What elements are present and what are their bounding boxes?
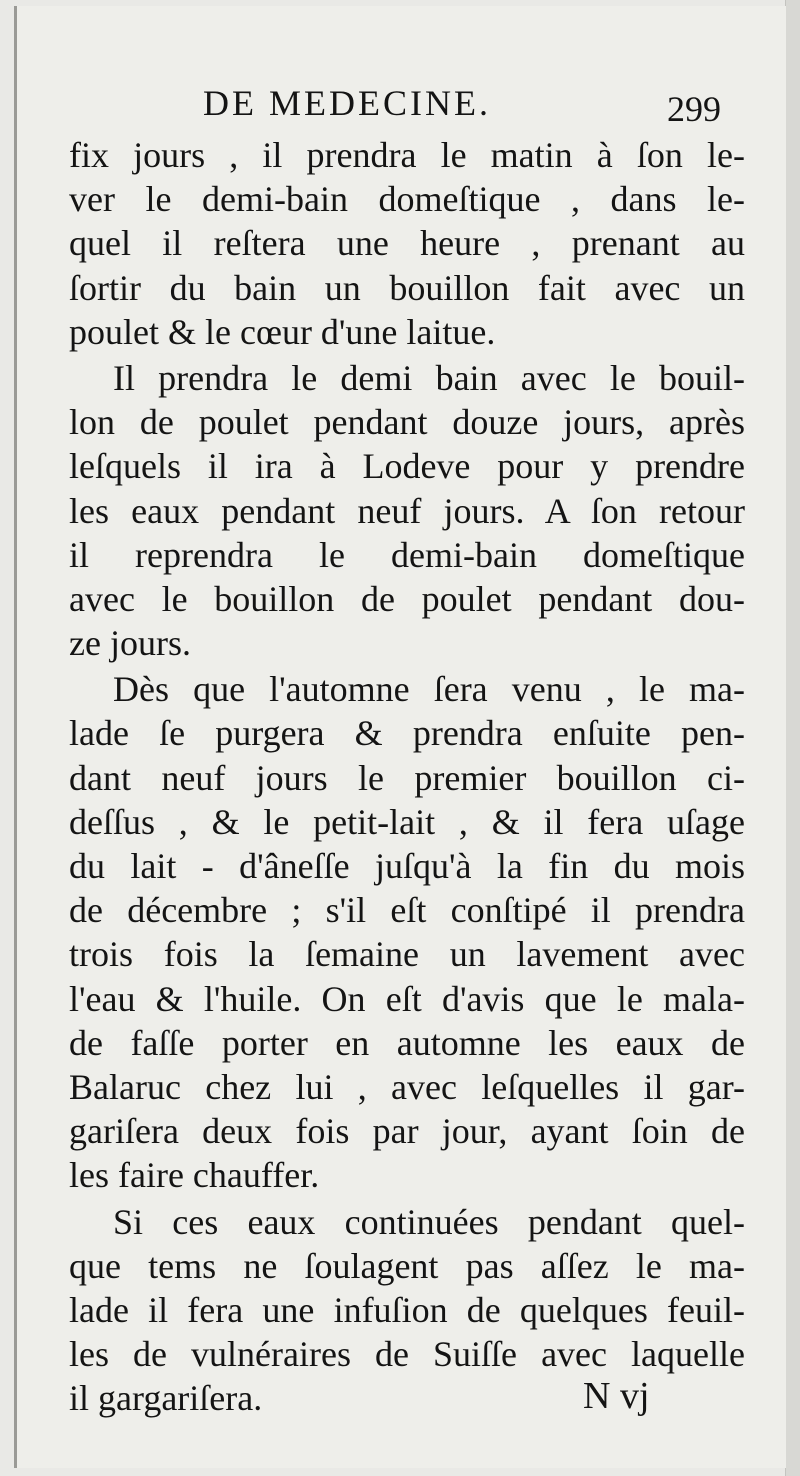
text-line: Si ces eaux continuées pendant quel- <box>113 1201 745 1242</box>
text-line: deſſus , & le petit-lait , & il fera uſage <box>69 801 745 842</box>
body-text <box>69 133 745 1420</box>
text-line: ver le demi-bain domeſtique , dans le- <box>69 179 745 220</box>
paragraph <box>69 667 745 1197</box>
text-line: les faire chauffer. <box>69 1155 320 1196</box>
text-line: gariſera deux fois par jour, ayant ſoin de <box>69 1111 745 1152</box>
book-page <box>14 6 786 1468</box>
text-line: de faſſe porter en automne les eaux de <box>69 1022 745 1063</box>
text-line: Dès que l'automne ſera venu , le ma- <box>113 669 745 710</box>
running-head <box>17 78 786 138</box>
page-edge <box>785 0 800 1476</box>
text-line: les eaux pendant neuf jours. A ſon retour <box>69 490 745 531</box>
text-line: Il prendra le demi bain avec le bouil- <box>113 357 745 398</box>
text-line: trois fois la ſemaine un lavement avec <box>69 934 745 975</box>
running-title: DE MEDECINE. <box>203 83 491 123</box>
text-line: il gargariſera. <box>69 1378 263 1419</box>
text-line: dant neuf jours le premier bouillon ci- <box>69 757 745 798</box>
text-line: quel il reſtera une heure , prenant au <box>69 223 745 264</box>
text-line: ze jours. <box>69 623 191 664</box>
text-line: les de vulnéraires de Suiſſe avec laquelle <box>69 1334 745 1375</box>
text-line: leſquels il ira à Lodeve pour y prendre <box>69 446 745 487</box>
page-number: 299 <box>667 89 721 129</box>
text-line: l'eau & l'huile. On eſt d'avis que le mala- <box>69 978 745 1019</box>
text-line: du lait - d'âneſſe juſqu'à la fin du mois <box>69 846 745 886</box>
text-line: fix jours , il prendra le matin à ſon le- <box>69 135 745 175</box>
text-line: de décembre ; s'il eſt conſtipé il prendra <box>69 890 745 931</box>
text-line: poulet & le cœur d'une laitue. <box>69 311 496 352</box>
text-line: avec le bouillon de poulet pendant dou- <box>69 578 745 619</box>
text-line: ſortir du bain un bouillon fait avec un <box>69 267 745 308</box>
signature-mark: N vj <box>583 1375 650 1417</box>
paragraph <box>69 356 745 665</box>
text-line: lade il fera une infuſion de quelques feuil- <box>69 1289 745 1330</box>
text-line: lade ſe purgera & prendra enſuite pen- <box>69 713 745 754</box>
paragraph <box>69 133 745 354</box>
text-line: Balaruc chez lui , avec leſquelles il gar- <box>69 1066 745 1107</box>
text-line: lon de poulet pendant douze jours, après <box>69 402 745 443</box>
text-line: il reprendra le demi-bain domeſtique <box>69 534 745 575</box>
text-line: que tems ne ſoulagent pas aſſez le ma- <box>69 1245 745 1286</box>
